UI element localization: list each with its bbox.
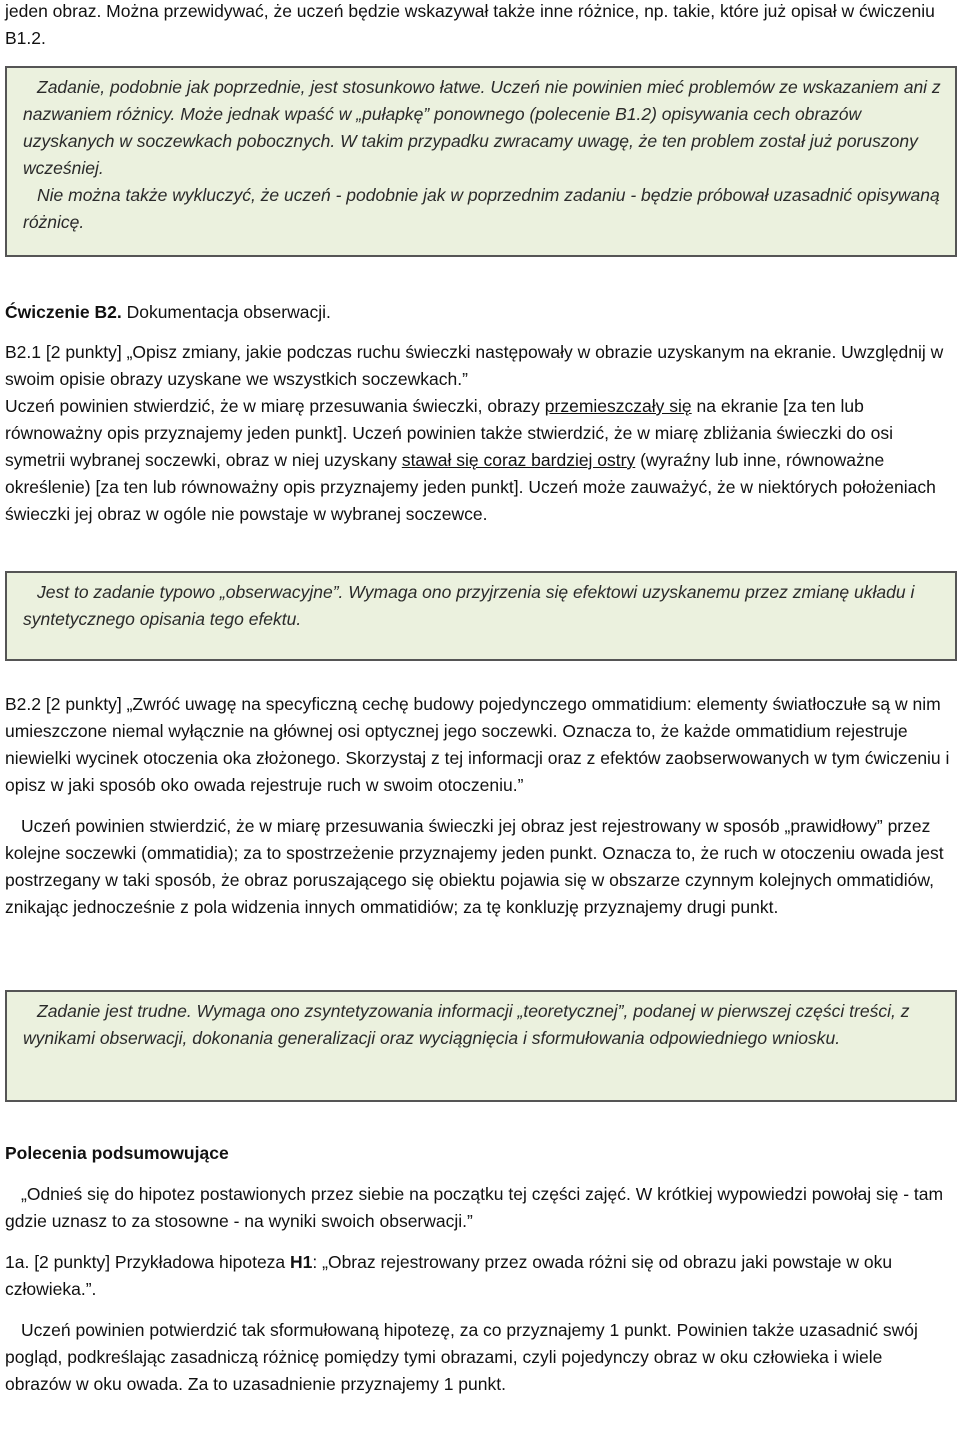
- exercise-heading-rest: Dokumentacja obserwacji.: [121, 302, 331, 322]
- commentary-box-2-text: Jest to zadanie typowo „obserwacyjne”. Wymaga ono przyjrzenia się efektowi uzyskanemu przez zmianę układu i syntetycznego opisania tego efektu.: [23, 582, 915, 629]
- commentary-box-2: [5, 571, 957, 661]
- exercise-heading-bold: Ćwiczenie B2.: [5, 302, 122, 322]
- task-b21-answer-underline2: stawał się coraz bardziej ostry: [401, 450, 636, 470]
- task-b21-question: B2.1 [2 punkty] „Opisz zmiany, jakie podczas ruchu świeczki następowały w obrazie uzyskanym na ekranie. Uwzględnij w swoim opisie obrazy uzyskane we wszystkich soczewkach.”: [5, 342, 944, 389]
- summary-question-1a-post: : „Obraz rejestrowany przez owada różni się od obrazu jaki powstaje w oku człowieka.”.: [5, 1252, 893, 1299]
- summary-answer-1a: Uczeń powinien potwierdzić tak sformułowaną hipotezę, za co przyznajemy 1 punkt. Powinien także uzasadnić swój pogląd, podkreślając zasadniczą różnicę pomiędzy tymi obrazami, czyli pojedynczy obraz w oku człowieka i wiele obrazów w oku owada. Za to uzasadnienie przyznajemy 1 punkt.: [5, 1320, 918, 1394]
- summary-intro: „Odnieś się do hipotez postawionych przez siebie na początku tej części zajęć. W krótkiej wypowiedzi powołaj się - tam gdzie uznasz to za stosowne - na wyniki swoich obserwacji.”: [5, 1184, 944, 1231]
- commentary-box-1-p2: Nie można także wykluczyć, że uczeń - podobnie jak w poprzednim zadaniu - będzie próbował uzasadnić opisywaną różnicę.: [23, 185, 940, 232]
- task-b22: [5, 691, 950, 921]
- task-b22-answer: Uczeń powinien stwierdzić, że w miarę przesuwania świeczki jej obraz jest rejestrowany w sposób „prawidłowy” przez kolejne soczewki (ommatidia); za to spostrzeżenie przyznajemy jeden punkt. Oznacza to, że ruch w otoczeniu owada jest postrzegany w taki sposób, że obraz poruszającego się obiektu pojawia się w obszarze czynnym kolejnych ommatidiów, znikając jednocześnie z pola widzenia innych ommatidiów; za tę konkluzję przyznajemy drugi punkt.: [5, 816, 944, 917]
- summary-question-1a-pre: 1a. [2 punkty] Przykładowa hipoteza: [5, 1252, 291, 1272]
- commentary-box-3-text: Zadanie jest trudne. Wymaga ono zsyntetyzowania informacji „teoretycznej”, podanej w pierwszej części treści, z wynikami obserwacji, dokonania generalizacji oraz wyciągnięcia i sformułowania odpowiedniego wniosku.: [23, 1001, 910, 1048]
- exercise-heading: [5, 299, 331, 326]
- commentary-box-1-p1: Zadanie, podobnie jak poprzednie, jest stosunkowo łatwe. Uczeń nie powinien mieć problemów ze wskazaniem ani z nazwaniem różnicy. Może jednak wpaść w „pułapkę” ponownego (polecenie B1.2) opisywania cech obrazów uzyskanych w soczewkach pobocznych. W takim przypadku zwracamy uwagę, że ten problem został już poruszony wcześniej.: [23, 77, 941, 178]
- task-b22-question: B2.2 [2 punkty] „Zwróć uwagę na specyficzną cechę budowy pojedynczego ommatidium: elementy światłoczułe są w nim umieszczone niemal wyłącznie na głównej osi optycznej jego soczewki. Oznacza to, że każde ommatidium rejestruje niewielki wycinek otoczenia oka złożonego. Skorzystaj z tej informacji oraz z efektów zaobserwowanych w tym ćwiczeniu i opisz w jaki sposób oko owada rejestruje ruch w swoim otoczeniu.”: [5, 694, 950, 795]
- summary-question-1a: [5, 1249, 950, 1303]
- commentary-box-1: [5, 66, 957, 257]
- task-b21-answer-part2: na ekranie [za ten lub równoważny opis przyznajemy jeden punkt]. Uczeń powinien także stwierdzić, że w miarę zbliżania świeczki do osi symetrii wybranej soczewki, obraz w niej uzyskany: [5, 396, 894, 470]
- commentary-box-3: [5, 990, 957, 1102]
- task-b21-answer-part3: (wyraźny lub inne, równoważne określenie) [za ten lub równoważny opis przyznajemy jeden punkt]. Uczeń może zauważyć, że w niektórych położeniach świeczki jej obraz w ogóle nie powstaje w wybranej soczewce.: [5, 450, 936, 524]
- task-b21-answer: [5, 393, 950, 528]
- task-b21-answer-part1: Uczeń powinien stwierdzić, że w miarę przesuwania świeczki, obrazy: [5, 396, 545, 416]
- task-b21-answer-underline1: przemieszczały się: [544, 396, 692, 416]
- task-b21: [5, 339, 950, 528]
- summary-heading-text: Polecenia podsumowujące: [5, 1143, 229, 1163]
- summary-question-1a-bold: H1: [290, 1252, 313, 1272]
- summary-section: [5, 1140, 950, 1398]
- summary-heading: [5, 1140, 950, 1167]
- intro-text: jeden obraz. Można przewidywać, że uczeń będzie wskazywał także inne różnice, np. takie, które już opisał w ćwiczeniu B1.2.: [5, 1, 935, 48]
